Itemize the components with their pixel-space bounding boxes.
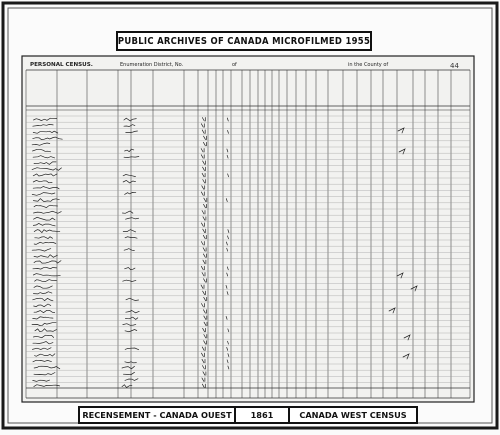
archive-banner: PUBLIC ARCHIVES OF CANADA MICROFILMED 1955 <box>116 31 372 51</box>
recensement-label: RECENSEMENT - CANADA OUEST <box>82 410 232 420</box>
census-title: CANADA WEST CENSUS <box>288 408 416 422</box>
county-label: in the County of <box>348 62 389 68</box>
page-number: 44 <box>450 62 459 70</box>
district-label: Enumeration District, No. <box>120 62 184 68</box>
form-title: PERSONAL CENSUS. <box>30 62 93 68</box>
of-label: of <box>232 62 237 68</box>
census-banner <box>78 406 418 424</box>
census-year: 1861 <box>234 408 288 422</box>
